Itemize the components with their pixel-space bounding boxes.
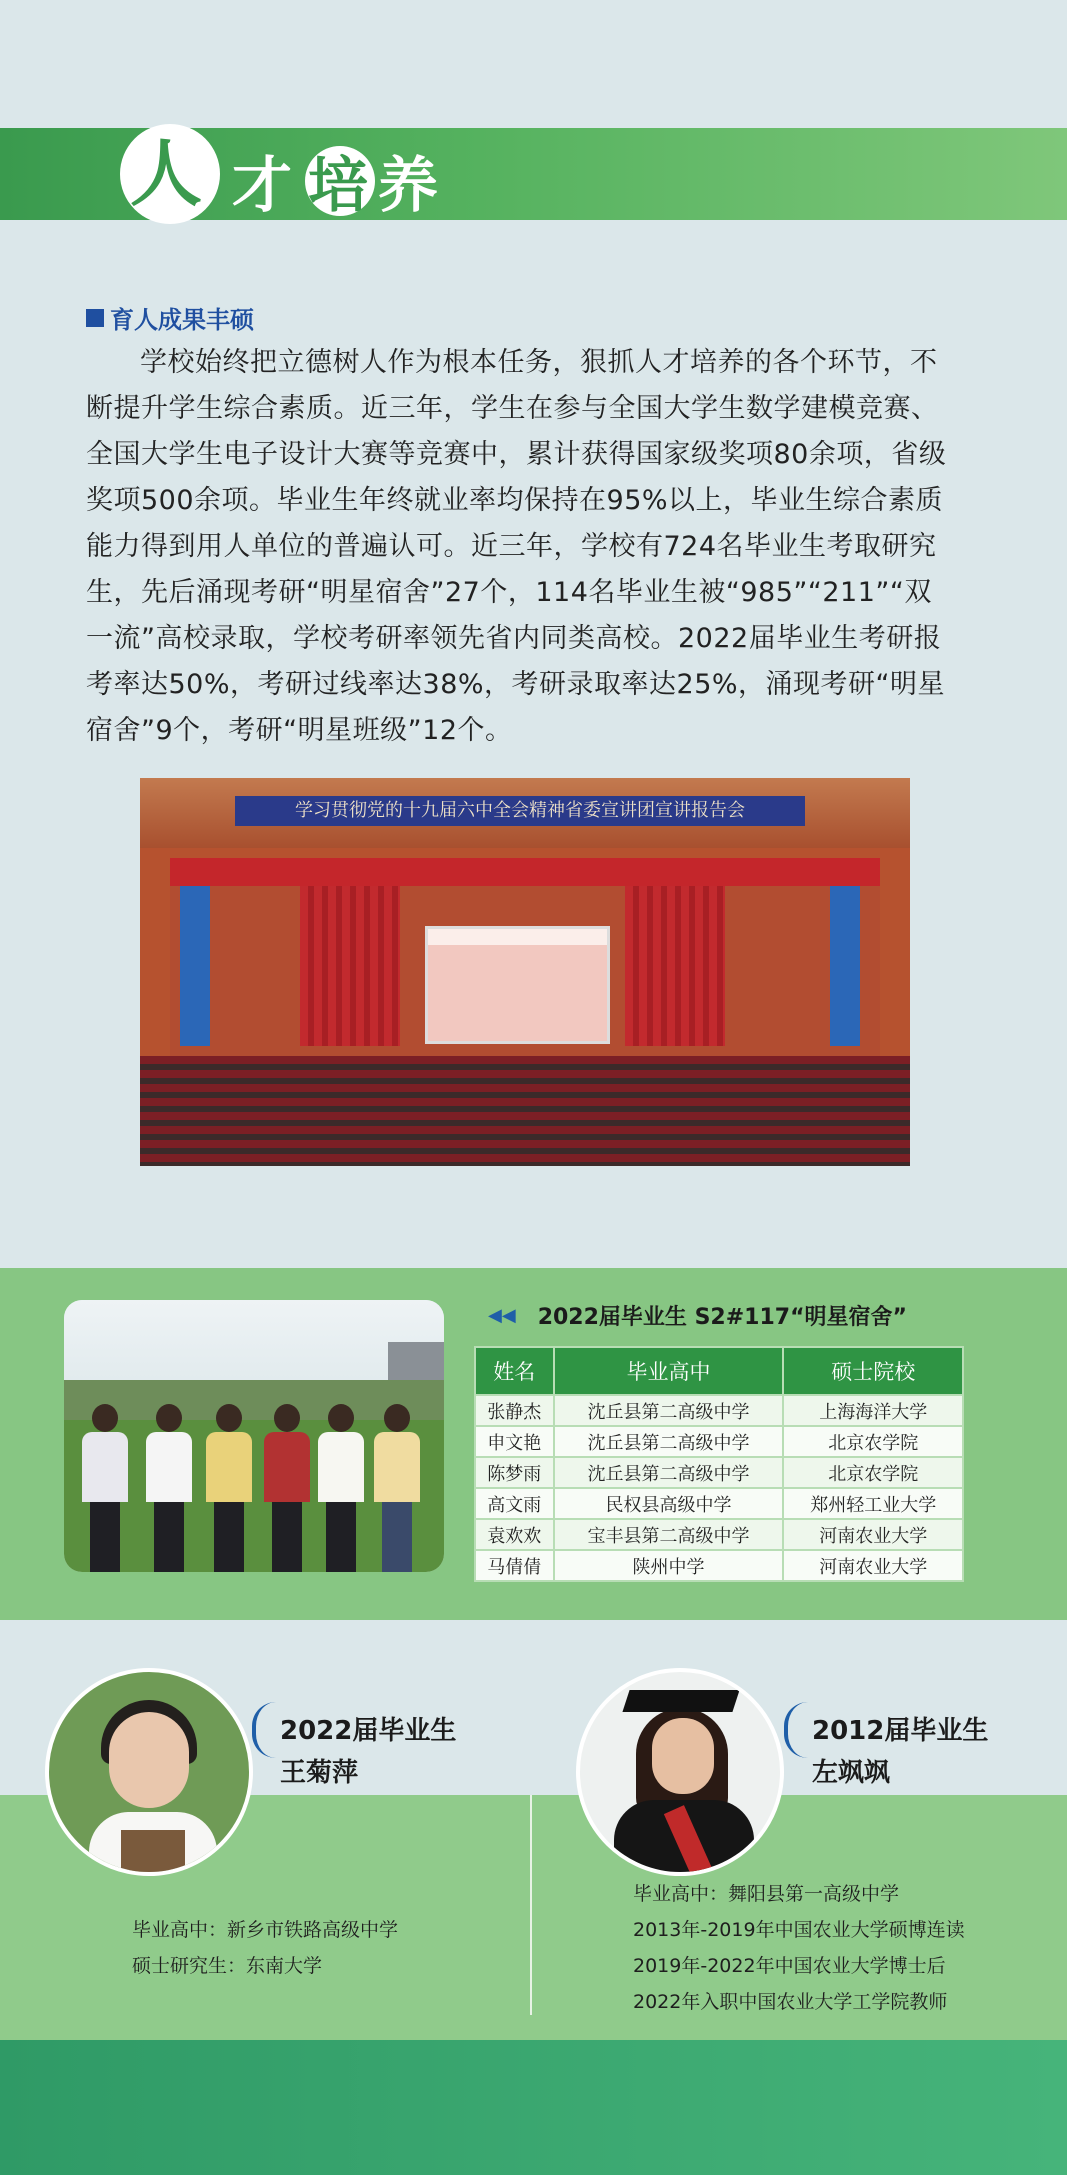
cell-high-school: 民权县高级中学	[554, 1488, 784, 1519]
dorm-table-title-text: 2022届毕业生 S2#117“明星宿舍”	[537, 1305, 908, 1330]
column-header-name: 姓名	[475, 1347, 554, 1395]
table-row	[475, 1395, 963, 1426]
paragraph-text: 学校始终把立德树人作为根本任务，狠抓人才培养的各个环节，不断提升学生综合素质。近三年，学生在参与全国大学生数学建模竞赛、全国大学生电子设计大赛等竞赛中，累计获得国家级奖项80余项，省级奖项500余项。毕业生年终就业率均保持在95%以上，毕业生综合素质能力得到用人单位的普遍认可。近三年，学校有724名毕业生考取研究生，先后涌现考研“明星宿舍”27个，114名毕业生被“985”“211”“双一流”高校录取，学校考研率领先省内同类高校。2022届毕业生考研报考率达50%，考研过线率达38%，考研录取率达25%，涌现考研“明星宿舍”9个，考研“明星班级”12个。	[86, 347, 947, 746]
alumni-divider	[530, 1795, 532, 2015]
column-header-high-school: 毕业高中	[554, 1347, 784, 1395]
cell-master-school: 上海海洋大学	[783, 1395, 963, 1426]
cell-master-school: 郑州轻工业大学	[783, 1488, 963, 1519]
table-row	[475, 1488, 963, 1519]
section-heading	[86, 300, 254, 335]
audience-seating	[140, 1056, 910, 1166]
square-bullet-icon	[86, 309, 104, 327]
cell-master-school: 北京农学院	[783, 1457, 963, 1488]
double-arrow-left-icon: ◀◀	[488, 1305, 516, 1326]
curtain-blue-right	[830, 886, 860, 1046]
cell-high-school: 宝丰县第二高级中学	[554, 1519, 784, 1550]
cell-master-school: 河南农业大学	[783, 1519, 963, 1550]
student-figure	[264, 1404, 310, 1572]
curtain-red-left	[300, 886, 400, 1046]
page-title-char-2: 才	[232, 151, 292, 221]
alumni-name: 左飒飒	[812, 1758, 891, 1788]
cell-name: 高文雨	[475, 1488, 554, 1519]
alumni-info-line: 硕士研究生：东南大学	[132, 1955, 323, 1977]
alumni-year: 2012届毕业生	[812, 1716, 989, 1746]
page-title-char-1: 人	[130, 131, 203, 216]
alumni-info-line: 毕业高中：舞阳县第一高级中学	[633, 1883, 900, 1905]
column-header-master-school: 硕士院校	[783, 1347, 963, 1395]
section-paragraph	[86, 340, 956, 754]
cell-name: 张静杰	[475, 1395, 554, 1426]
cell-high-school: 陕州中学	[554, 1550, 784, 1581]
section-heading-text: 育人成果丰硕	[110, 306, 254, 334]
footer-strip	[0, 2040, 1067, 2175]
cell-master-school: 河南农业大学	[783, 1550, 963, 1581]
dorm-students-photo	[64, 1300, 444, 1572]
page-title-char-3: 培	[308, 151, 368, 221]
student-figure	[318, 1404, 364, 1572]
portrait-overall	[121, 1830, 185, 1876]
alumni-name: 王菊萍	[280, 1758, 359, 1788]
portrait-face	[109, 1712, 189, 1808]
alumni-portrait-wang	[45, 1668, 253, 1876]
cell-name: 马倩倩	[475, 1550, 554, 1581]
alumni-info-line: 2013年-2019年中国农业大学硕博连读	[633, 1919, 965, 1941]
table-row	[475, 1426, 963, 1457]
auditorium-banner: 学习贯彻党的十九届六中全会精神省委宣讲团宣讲报告会	[235, 796, 805, 826]
student-figure	[206, 1404, 252, 1572]
cell-name: 袁欢欢	[475, 1519, 554, 1550]
graduation-cap-icon	[622, 1690, 739, 1712]
projection-screen	[425, 926, 610, 1044]
table-row	[475, 1550, 963, 1581]
alumni-info	[132, 1912, 398, 1984]
table-row	[475, 1457, 963, 1488]
cell-high-school: 沈丘县第二高级中学	[554, 1395, 784, 1426]
page-title-char-4: 养	[378, 151, 438, 221]
cell-high-school: 沈丘县第二高级中学	[554, 1426, 784, 1457]
alumni-portrait-zuo	[576, 1668, 784, 1876]
alumni-info-line: 2019年-2022年中国农业大学博士后	[633, 1955, 946, 1977]
curtain-blue-left	[180, 886, 210, 1046]
dorm-graduates-table	[474, 1346, 964, 1582]
cell-high-school: 沈丘县第二高级中学	[554, 1457, 784, 1488]
student-figure	[146, 1404, 192, 1572]
student-figure	[82, 1404, 128, 1572]
alumni-info	[633, 1876, 965, 2020]
stage-valance	[170, 858, 880, 886]
curtain-red-right	[625, 886, 725, 1046]
table-header-row	[475, 1347, 963, 1395]
alumni-info-line: 毕业高中：新乡市铁路高级中学	[132, 1919, 399, 1941]
cell-master-school: 北京农学院	[783, 1426, 963, 1457]
portrait-face	[652, 1718, 714, 1794]
alumni-year: 2022届毕业生	[280, 1716, 457, 1746]
page-edge	[1067, 0, 1080, 2175]
alumni-info-line: 2022年入职中国农业大学工学院教师	[633, 1991, 948, 2013]
student-figure	[374, 1404, 420, 1572]
auditorium-photo	[140, 778, 910, 1166]
cell-name: 陈梦雨	[475, 1457, 554, 1488]
screen-header-strip	[428, 929, 607, 945]
dorm-table-title	[488, 1300, 907, 1331]
table-row	[475, 1519, 963, 1550]
cell-name: 申文艳	[475, 1426, 554, 1457]
